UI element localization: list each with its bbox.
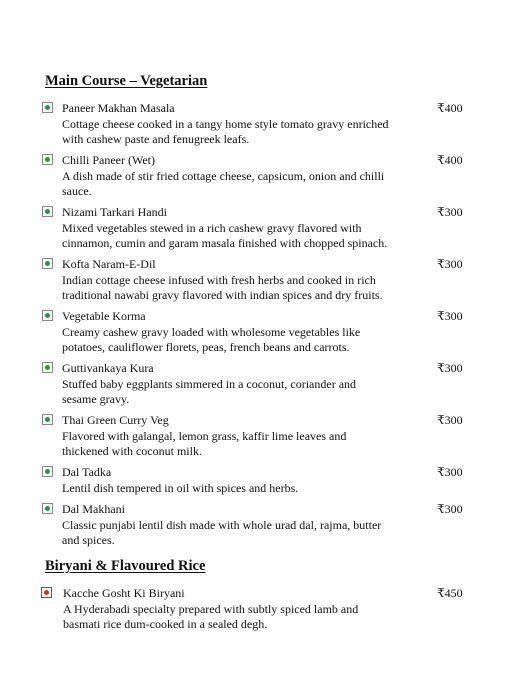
item-description: Flavored with galangal, lemon grass, kaffir lime leaves and thickened with coconut milk.: [62, 428, 347, 458]
veg-indicator-icon: [42, 466, 53, 477]
veg-indicator-icon: [42, 154, 53, 165]
item-price: ₹300: [437, 413, 463, 427]
item-name: Dal Tadka: [62, 465, 112, 479]
item-description: Lentil dish tempered in oil with spices and herbs.: [62, 480, 299, 495]
veg-indicator-icon: [42, 102, 53, 113]
item-price: ₹300: [437, 502, 463, 516]
item-description: A dish made of stir fried cottage cheese, capsicum, onion and chilli sauce.: [62, 168, 385, 198]
item-description: Indian cottage cheese infused with fresh herbs and cooked in rich traditional nawabi gravy flavored with indian spices and dry fruits.: [62, 272, 383, 302]
item-description: Creamy cashew gravy loaded with wholesome vegetables like potatoes, cauliflower florets, peas, french beans and carrots.: [62, 324, 361, 354]
item-name: Nizami Tarkari Handi: [62, 205, 167, 219]
item-price: ₹450: [437, 586, 463, 600]
item-price: ₹300: [437, 309, 463, 323]
item-price: ₹300: [437, 465, 463, 479]
item-name: Paneer Makhan Masala: [62, 101, 175, 115]
item-price: ₹300: [437, 205, 463, 219]
veg-indicator-icon: [42, 362, 53, 373]
item-name: Kofta Naram-E-Dil: [62, 257, 156, 271]
item-name: Thai Green Curry Veg: [62, 413, 169, 427]
veg-indicator-icon: [42, 503, 53, 514]
veg-indicator-icon: [42, 310, 53, 321]
item-price: ₹300: [437, 361, 463, 375]
veg-indicator-icon: [42, 258, 53, 269]
item-description: Mixed vegetables stewed in a rich cashew gravy flavored with cinnamon, cumin and garam masala finished with chopped spinach.: [62, 220, 388, 250]
item-name: Vegetable Korma: [62, 309, 146, 323]
section-title-vegetarian: Main Course – Vegetarian: [45, 73, 208, 89]
item-price: ₹400: [437, 153, 463, 167]
non-veg-indicator-icon: [41, 587, 52, 598]
section-title-biryani: Biryani & Flavoured Rice: [45, 558, 206, 574]
item-description: A Hyderabadi specialty prepared with subtly spiced lamb and basmati rice dum-cooked in a sealed degh.: [63, 601, 359, 631]
item-name: Dal Makhani: [62, 502, 125, 516]
item-price: ₹400: [437, 101, 463, 115]
veg-indicator-icon: [42, 414, 53, 425]
item-description: Cottage cheese cooked in a tangy home style tomato gravy enriched with cashew paste and fenugreek leafs.: [62, 116, 389, 146]
item-name: Chilli Paneer (Wet): [62, 153, 156, 167]
item-description: Stuffed baby eggplants simmered in a coconut, coriander and sesame gravy.: [62, 376, 357, 406]
item-price: ₹300: [437, 257, 463, 271]
item-name: Guttivankaya Kura: [62, 361, 154, 375]
item-name: Kacche Gosht Ki Biryani: [63, 586, 185, 600]
veg-indicator-icon: [42, 206, 53, 217]
item-description: Classic punjabi lentil dish made with whole urad dal, rajma, butter and spices.: [62, 517, 382, 547]
